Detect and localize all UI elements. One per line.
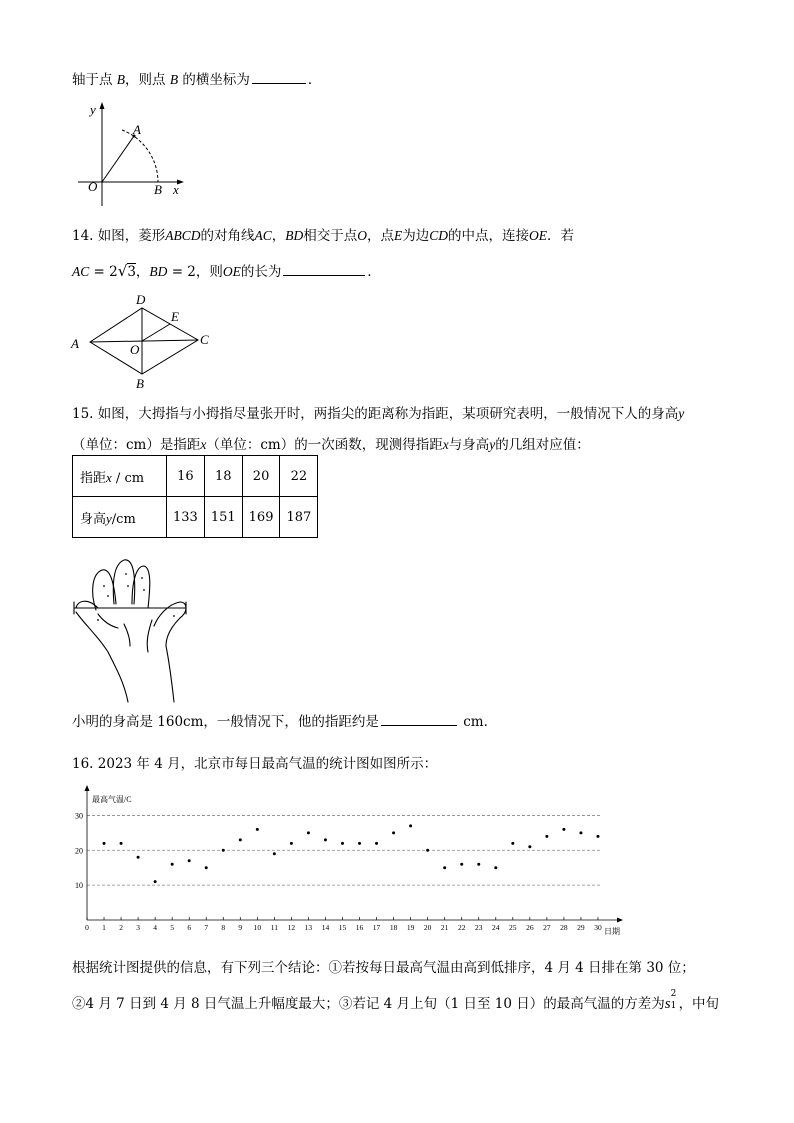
answer-blank	[381, 711, 457, 726]
chart-xtick-label: 11	[270, 923, 278, 932]
chart-point	[426, 849, 429, 852]
chart-point	[307, 831, 310, 834]
chart-point	[460, 863, 463, 866]
table-cell: 169	[242, 497, 280, 538]
q13-figure	[70, 98, 200, 210]
chart-point	[511, 842, 514, 845]
chart-y-arrow	[85, 785, 90, 791]
chart-xtick-label: 9	[238, 923, 243, 932]
table-header-span: 指距x / cm	[73, 456, 167, 497]
fig-label-C: C	[200, 332, 209, 347]
fig-label-A: A	[133, 122, 141, 137]
chart-point	[375, 842, 378, 845]
chart-point	[324, 838, 327, 841]
q15-line2: （单位：cm）是指距x（单位：cm）的一次函数，现测得指距x与身高y的几组对应值：	[72, 437, 590, 453]
chart-xtick-label: 18	[389, 923, 398, 932]
chart-point	[409, 824, 412, 827]
chart-point	[477, 863, 480, 866]
chart-xtick-label: 0	[85, 923, 89, 932]
table-cell: 133	[167, 497, 205, 538]
q13-text: 轴于点 B，则点 B 的横坐标为 ．	[72, 68, 321, 88]
fig-label-O: O	[130, 342, 140, 357]
fig-label-D: D	[136, 292, 146, 307]
chart-xtick-label: 24	[492, 923, 500, 932]
finger-height-table	[72, 455, 318, 538]
chart-point	[188, 859, 191, 862]
chart-xtick-label: 22	[457, 923, 466, 932]
chart-point	[154, 880, 157, 883]
chart-point	[171, 863, 174, 866]
q16-line2: 根据统计图提供的信息，有下列三个结论：①若按每日最高气温由高到低排序，4 月 4 日排在第 30 位；	[72, 960, 695, 976]
chart-xtick-label: 30	[594, 923, 602, 932]
q15-line3: 小明的身高是 160cm，一般情况下，他的指距约是 cm．	[72, 710, 497, 730]
table-cell: 187	[280, 497, 318, 538]
chart-xtick-label: 21	[440, 923, 449, 932]
q16-line1: 16. 2023 年 4 月，北京市每日最高气温的统计图如图所示：	[72, 756, 438, 772]
q14-line1: 14. 如图，菱形ABCD的对角线AC，BD相交于点O，点E为边CD的中点，连接OE．若	[72, 228, 575, 244]
chart-point	[137, 856, 140, 859]
table-cell: 20	[242, 456, 280, 497]
chart-xtick-label: 3	[136, 923, 140, 932]
fig-label-x: x	[173, 182, 179, 197]
chart-point	[392, 831, 395, 834]
table-header-height: 身高y/cm	[73, 497, 167, 538]
answer-blank	[252, 69, 306, 84]
chart-xtick-label: 13	[304, 923, 313, 932]
chart-xtick-label: 4	[153, 923, 158, 932]
chart-xtick-label: 8	[221, 923, 226, 932]
fig-label-y: y	[90, 102, 96, 117]
chart-point	[443, 866, 446, 869]
fig-label-E: E	[171, 309, 179, 324]
chart-point	[596, 835, 599, 838]
hand-figure	[68, 556, 198, 706]
table-cell: 22	[280, 456, 318, 497]
chart-point	[290, 842, 293, 845]
chart-point	[528, 845, 531, 848]
q16-line3: ②4 月 7 日到 4 月 8 日气温上升幅度最大；③若记 4 月上旬（1 日至 10 日）的最高气温的方差为s 2 1 ，中旬	[72, 989, 720, 1012]
chart-xtick-label: 15	[338, 923, 347, 932]
chart-point	[358, 842, 361, 845]
chart-xtick-label: 19	[406, 923, 415, 932]
chart-xtick-label: 26	[526, 923, 534, 932]
fig-label-B: B	[136, 376, 144, 390]
chart-point	[205, 866, 208, 869]
chart-xtick-label: 16	[355, 923, 364, 932]
chart-xtick-label: 20	[423, 923, 432, 932]
q15-line1: 15. 如图，大拇指与小拇指尽量张开时，两指尖的距离称为指距，某项研究表明，一般情况下人的身高y	[72, 406, 685, 422]
table-row	[73, 456, 318, 497]
chart-point	[562, 828, 565, 831]
chart-point	[341, 842, 344, 845]
table-row	[73, 497, 318, 538]
chart-xtick-label: 14	[321, 923, 330, 932]
fig-label-A: A	[71, 336, 79, 351]
chart-ytick-label: 30	[75, 811, 83, 821]
chart-point	[273, 852, 276, 855]
chart-xtick-label: 1	[102, 923, 106, 932]
table-cell: 151	[204, 497, 242, 538]
chart-xtick-label: 25	[509, 923, 517, 932]
chart-xtick-label: 2	[119, 923, 123, 932]
answer-blank	[283, 261, 365, 276]
chart-xtick-label: 5	[170, 923, 175, 932]
chart-point	[222, 849, 225, 852]
fig-label-O: O	[88, 179, 98, 194]
chart-point	[494, 866, 497, 869]
chart-x-arrow	[617, 918, 623, 923]
chart-point	[120, 842, 123, 845]
chart-point	[579, 831, 582, 834]
chart-xtick-label: 6	[187, 923, 192, 932]
chart-xtick-label: 27	[543, 923, 551, 932]
chart-ylabel: 最高气温/C	[92, 795, 132, 804]
chart-xtick-label: 29	[577, 923, 585, 932]
chart-xlabel: 日期	[604, 927, 620, 936]
chart-xtick-label: 28	[560, 923, 568, 932]
chart-xtick-label: 7	[204, 923, 209, 932]
chart-xtick-label: 17	[372, 923, 381, 932]
q14-line2: AC = 2√3，BD = 2，则OE的长为 ．	[72, 262, 381, 280]
chart-point	[103, 842, 106, 845]
table-cell: 18	[204, 456, 242, 497]
chart-xtick-label: 10	[253, 923, 262, 932]
fig-label-B: B	[154, 182, 162, 197]
chart-ytick-label: 20	[75, 846, 83, 856]
chart-point	[256, 828, 259, 831]
chart-point	[545, 835, 548, 838]
table-cell: 16	[167, 456, 205, 497]
q14-rhombus-figure	[66, 290, 226, 390]
temperature-chart	[70, 784, 630, 940]
chart-ytick-label: 10	[75, 881, 83, 891]
chart-xtick-label: 12	[287, 923, 296, 932]
chart-xtick-label: 23	[474, 923, 483, 932]
chart-point	[239, 838, 242, 841]
